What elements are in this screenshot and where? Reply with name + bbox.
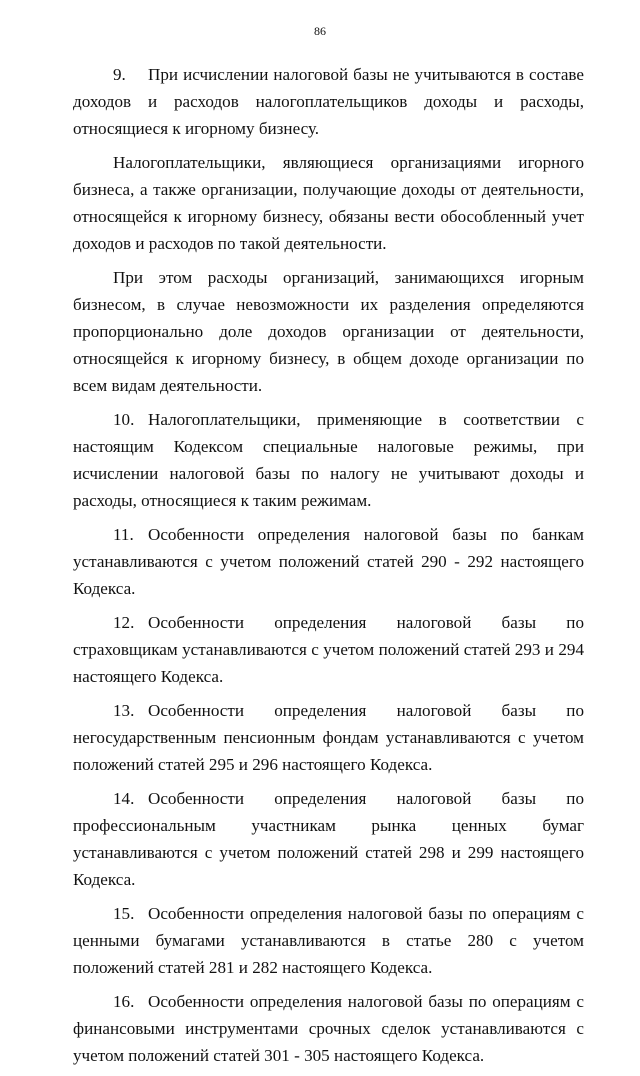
paragraph-number: 10. <box>113 410 135 429</box>
paragraph-12 <box>73 609 584 690</box>
paragraph-14 <box>73 785 584 893</box>
paragraph-text: Налогоплательщики, применяющие в соответствии с настоящим Кодексом специальные налоговые режимы, при исчислении налоговой базы по налогу не учитывают доходы и расходы, относящиеся к таким режимам. <box>73 410 584 510</box>
paragraph-15 <box>73 900 584 981</box>
paragraph-number: 9. <box>113 65 126 84</box>
paragraph-text: Особенности определения налоговой базы по страховщикам устанавливаются с учетом положений статей 293 и 294 настоящего Кодекса. <box>73 613 584 686</box>
paragraph-text: Особенности определения налоговой базы по операциям с ценными бумагами устанавливаются в статье 280 с учетом положений статей 281 и 282 настоящего Кодекса. <box>73 904 584 977</box>
paragraph-text: При этом расходы организаций, занимающихся игорным бизнесом, в случае невозможности их разделения определяются пропорционально доле доходов организации от деятельности, относящейся к игорному бизнесу, в общем доходе организации по всем видам деятельности. <box>73 268 584 395</box>
paragraph-number: 16. <box>113 992 135 1011</box>
paragraph-text: Особенности определения налоговой базы по негосударственным пенсионным фондам устанавливаются с учетом положений статей 295 и 296 настоящего Кодекса. <box>73 701 584 774</box>
document-body <box>73 61 584 1076</box>
paragraph-text: Налогоплательщики, являющиеся организациями игорного бизнеса, а также организации, получающие доходы от деятельности, относящейся к игорному бизнесу, обязаны вести обособленный учет доходов и расходов по такой деятельности. <box>73 153 584 253</box>
paragraph-13 <box>73 697 584 778</box>
paragraph-number: 12. <box>113 613 135 632</box>
paragraph-9-gambling-taxpayers <box>73 149 584 257</box>
paragraph-text: Особенности определения налоговой базы по операциям с финансовыми инструментами срочных сделок устанавливаются с учетом положений статей 301 - 305 настоящего Кодекса. <box>73 992 584 1065</box>
paragraph-text: При исчислении налоговой базы не учитываются в составе доходов и расходов налогоплательщиков доходы и расходы, относящиеся к игорному бизнесу. <box>73 65 584 138</box>
paragraph-number: 14. <box>113 789 135 808</box>
paragraph-16 <box>73 988 584 1069</box>
paragraph-text: Особенности определения налоговой базы по профессиональным участникам рынка ценных бумаг устанавливаются с учетом положений статей 298 и 299 настоящего Кодекса. <box>73 789 584 889</box>
paragraph-10 <box>73 406 584 514</box>
paragraph-text: Особенности определения налоговой базы по банкам устанавливаются с учетом положений статей 290 - 292 настоящего Кодекса. <box>73 525 584 598</box>
paragraph-11 <box>73 521 584 602</box>
paragraph-9-expenses <box>73 264 584 399</box>
paragraph-number: 15. <box>113 904 135 923</box>
paragraph-9 <box>73 61 584 142</box>
page-number: 86 <box>314 24 326 38</box>
paragraph-number: 13. <box>113 701 135 720</box>
paragraph-number: 11. <box>113 525 134 544</box>
